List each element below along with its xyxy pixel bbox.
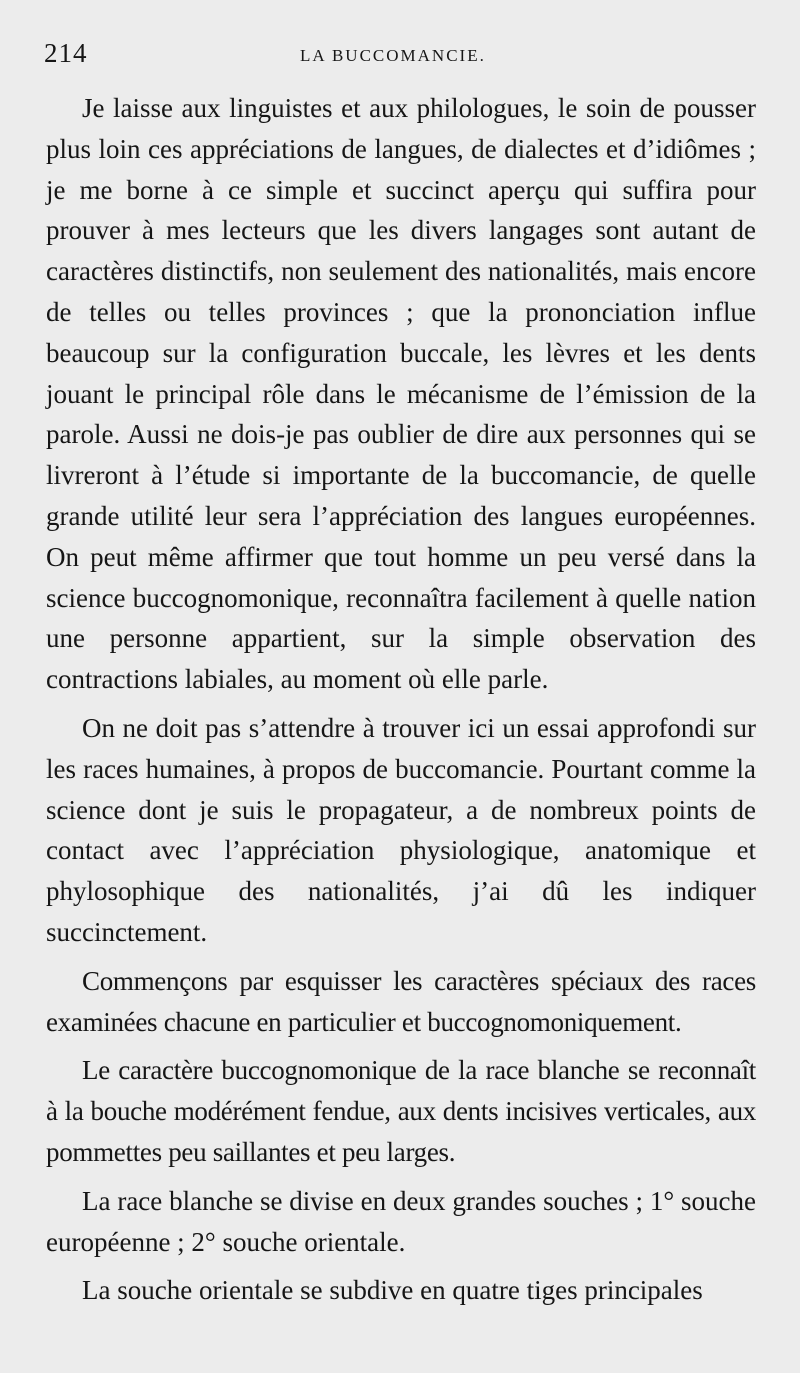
paragraph-1: Je laisse aux linguistes et aux philologues, le soin de pousser plus loin ces appréciations de langues, de dialectes et d’idiômes ; je me borne à ce simple et succinct aperçu qui suffira pour prouver à mes lecteurs que les divers langages sont autant de caractères distinctifs, non seulement des nationalités, mais encore de telles ou telles provinces ; que la prononciation influe beaucoup sur la configuration buccale, les lèvres et les dents jouant le principal rôle dans le mécanisme de l’émission de la parole. Aussi ne dois-je pas oublier de dire aux personnes qui se livreront à l’étude si importante de la buccomancie, de quelle grande utilité leur sera l’appréciation des langues européennes. On peut même affirmer que tout homme un peu versé dans la science buccognomonique, reconnaîtra facilement à quelle nation une personne appartient, sur la simple observation des contractions labiales, au moment où elle parle. bbox=[46, 93, 756, 695]
paragraph-2: On ne doit pas s’attendre à trouver ici un essai approfondi sur les races humaines, à propos de buccomancie. Pourtant comme la science dont je suis le propagateur, a de nombreux points de contact avec l’appréciation physiologique, anatomique et phylosophique des nationalités, j’ai dû les indiquer succinctement. bbox=[46, 712, 756, 947]
paragraph-3: Commençons par esquisser les caractères spéciaux des races examinées chacune en particulier et buccognomoniquement. bbox=[46, 965, 756, 1037]
body-text bbox=[46, 88, 756, 1319]
page-header bbox=[44, 38, 756, 78]
paragraph-6: La souche orientale se subdive en quatre tiges principales bbox=[82, 1275, 703, 1306]
page-number: 214 bbox=[44, 38, 88, 68]
running-title: LA BUCCOMANCIE. bbox=[300, 46, 486, 65]
paragraph-5: La race blanche se divise en deux grandes souches ; 1° souche européenne ; 2° souche orientale. bbox=[46, 1185, 756, 1257]
paragraph-4: Le caractère buccognomonique de la race blanche se reconnaît à la bouche modérément fendue, aux dents incisives verticales, aux pommettes peu saillantes et peu larges. bbox=[46, 1055, 756, 1167]
